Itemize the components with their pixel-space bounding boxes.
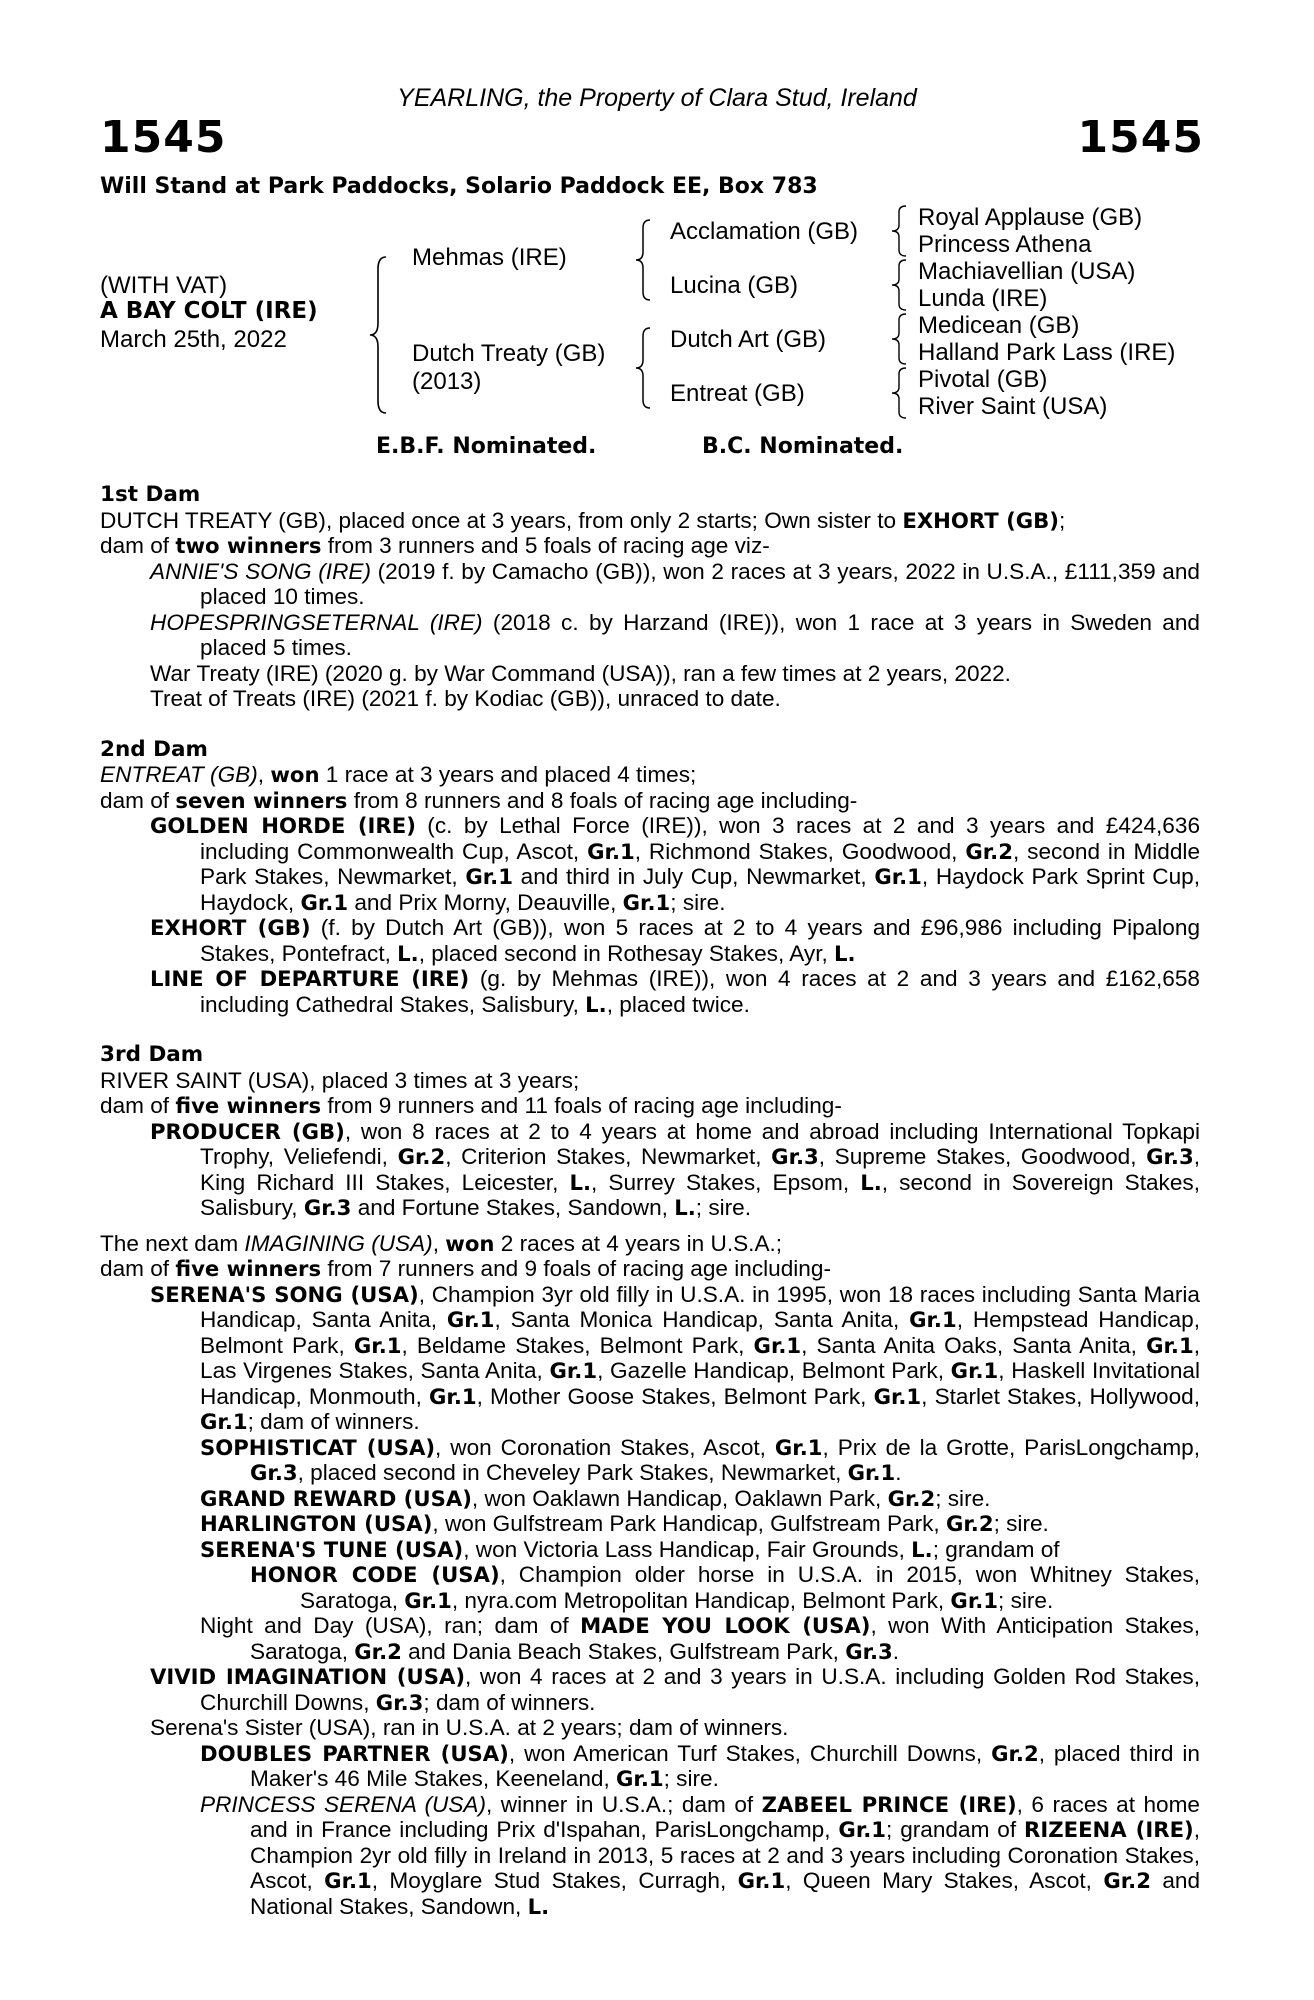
catalogue-header: YEARLING, the Property of Clara Stud, Ireland <box>397 84 917 112</box>
brace-gen3-2 <box>888 258 912 312</box>
first-dam-heading: 1st Dam <box>100 482 201 507</box>
pedigree-sdd: Lunda (IRE) <box>918 285 1048 312</box>
lot-number-left: 1545 <box>100 112 227 163</box>
brace-gen3-1 <box>888 204 912 258</box>
foaling-date: March 25th, 2022 <box>100 326 287 353</box>
pedigree-dam: Dutch Treaty (GB) <box>412 340 606 367</box>
list-item: VIVID IMAGINATION (USA), won 4 races at 2 and 3 years in U.S.A. including Golden Rod Stakes, Churchill Downs, Gr.3; dam of winners. <box>150 1664 1200 1715</box>
list-item: EXHORT (GB) (f. by Dutch Art (GB)), won 5 races at 2 to 4 years and £96,986 including Pipalong Stakes, Pontefract, L., placed second in Rothesay Stakes, Ayr, L. <box>150 915 1201 966</box>
pedigree-dam-dam: Entreat (GB) <box>670 380 805 407</box>
horse-name: A BAY COLT (IRE) <box>100 298 318 324</box>
stand-location: Will Stand at Park Paddocks, Solario Paddock EE, Box 783 <box>100 174 818 199</box>
pedigree-sss: Royal Applause (GB) <box>918 204 1143 231</box>
ebf-nominated: E.B.F. Nominated. <box>376 434 597 459</box>
list-item: War Treaty (IRE) (2020 g. by War Command (USA)), ran a few times at 2 years, 2022. <box>150 660 1011 686</box>
pedigree-dam-year: (2013) <box>412 368 482 395</box>
brace-gen3-4 <box>888 366 912 420</box>
pedigree-sire-dam: Lucina (GB) <box>670 272 799 299</box>
list-item: GRAND REWARD (USA), won Oaklawn Handicap, Oaklawn Park, Gr.2; sire. <box>200 1485 991 1511</box>
list-item: DOUBLES PARTNER (USA), won American Turf Stakes, Churchill Downs, Gr.2, placed third in Maker's 46 Mile Stakes, Keeneland, Gr.1; sire. <box>200 1740 1200 1791</box>
list-item: PRODUCER (GB), won 8 races at 2 to 4 years at home and abroad including International Topkapi Trophy, Veliefendi, Gr.2, Criterion Stakes, Newmarket, Gr.3, Supreme Stakes, Goodwood, Gr.3, King Richard III Stakes, Leicester, L., Surrey Stakes, Epsom, L., second in Sovereign Stakes, Salisbury, Gr.3 and Fortune Stakes, Sandown, L.; sire. <box>150 1118 1200 1220</box>
brace-gen1 <box>366 255 396 415</box>
pedigree-dds: Pivotal (GB) <box>918 366 1048 393</box>
list-item: Night and Day (USA), ran; dam of MADE YOU LOOK (USA), won With Anticipation Stakes, Saratoga, Gr.2 and Dania Beach Stakes, Gulfstream Park, Gr.3. <box>200 1613 1200 1664</box>
pedigree-dam-sire: Dutch Art (GB) <box>670 326 827 353</box>
next-dam-summary: The next dam IMAGINING (USA), won 2 races at 4 years in U.S.A.; dam of five winners from 7 runners and 9 foals of racing age including- <box>100 1230 831 1281</box>
third-dam-summary: RIVER SAINT (USA), placed 3 times at 3 years; dam of five winners from 9 runners and 11 foals of racing age including- <box>100 1067 842 1118</box>
pedigree-sire: Mehmas (IRE) <box>412 244 567 271</box>
lot-number-right: 1545 <box>1077 112 1204 163</box>
list-item: LINE OF DEPARTURE (IRE) (g. by Mehmas (IRE)), won 4 races at 2 and 3 years and £162,658 including Cathedral Stakes, Salisbury, L., placed twice. <box>150 966 1201 1017</box>
pedigree-dss: Medicean (GB) <box>918 312 1080 339</box>
brace-gen3-3 <box>888 312 912 366</box>
pedigree-dsd: Halland Park Lass (IRE) <box>918 339 1176 366</box>
brace-gen2-dam <box>632 326 658 410</box>
list-item: SERENA'S SONG (USA), Champion 3yr old filly in U.S.A. in 1995, won 18 races including Santa Maria Handicap, Santa Anita, Gr.1, Santa Monica Handicap, Santa Anita, Gr.1, Hempstead Handicap, Belmont Park, Gr.1, Beldame Stakes, Belmont Park, Gr.1, Santa Anita Oaks, Santa Anita, Gr.1, Las Virgenes Stakes, Santa Anita, Gr.1, Gazelle Handicap, Belmont Park, Gr.1, Haskell Invitational Handicap, Monmouth, Gr.1, Mother Goose Stakes, Belmont Park, Gr.1, Starlet Stakes, Hollywood, Gr.1; dam of winners. <box>150 1281 1200 1434</box>
pedigree-ssd: Princess Athena <box>918 231 1092 258</box>
list-item: SOPHISTICAT (USA), won Coronation Stakes, Ascot, Gr.1, Prix de la Grotte, ParisLongchamp, Gr.3, placed second in Cheveley Park Stakes, Newmarket, Gr.1. <box>200 1434 1201 1485</box>
brace-gen2-sire <box>632 218 658 302</box>
list-item: HARLINGTON (USA), won Gulfstream Park Handicap, Gulfstream Park, Gr.2; sire. <box>200 1511 1049 1536</box>
second-dam-summary: ENTREAT (GB), won 1 race at 3 years and placed 4 times; dam of seven winners from 8 runners and 8 foals of racing age including- <box>100 762 858 813</box>
third-dam-heading: 3rd Dam <box>100 1042 204 1067</box>
produce-record <box>100 482 1200 1919</box>
list-item: Treat of Treats (IRE) (2021 f. by Kodiac (GB)), unraced to date. <box>150 686 781 711</box>
pedigree-ddd: River Saint (USA) <box>918 393 1108 420</box>
second-dam-heading: 2nd Dam <box>100 736 208 762</box>
bc-nominated: B.C. Nominated. <box>702 434 904 459</box>
vat-note: (WITH VAT) <box>100 272 228 299</box>
list-item: ANNIE'S SONG (IRE) (2019 f. by Camacho (GB)), won 2 races at 3 years, 2022 in U.S.A., £111,359 and placed 10 times. <box>150 558 1200 609</box>
list-item: GOLDEN HORDE (IRE) (c. by Lethal Force (IRE)), won 3 races at 2 and 3 years and £424,636 including Commonwealth Cup, Ascot, Gr.1, Richmond Stakes, Goodwood, Gr.2, second in Middle Park Stakes, Newmarket, Gr.1 and third in July Cup, Newmarket, Gr.1, Haydock Park Sprint Cup, Haydock, Gr.1 and Prix Morny, Deauville, Gr.1; sire. <box>150 813 1201 915</box>
pedigree-sire-sire: Acclamation (GB) <box>670 218 859 245</box>
list-item: Serena's Sister (USA), ran in U.S.A. at 2 years; dam of winners. <box>150 1715 789 1740</box>
list-item: SERENA'S TUNE (USA), won Victoria Lass Handicap, Fair Grounds, L.; grandam of <box>200 1536 1060 1562</box>
first-dam-summary: DUTCH TREATY (GB), placed once at 3 years, from only 2 starts; Own sister to EXHORT (GB); dam of two winners from 3 runners and 5 foals of racing age viz- <box>100 507 1066 558</box>
list-item: PRINCESS SERENA (USA), winner in U.S.A.; dam of ZABEEL PRINCE (IRE), 6 races at home and in France including Prix d'Ispahan, ParisLongchamp, Gr.1; grandam of RIZEENA (IRE), Champion 2yr old filly in Ireland in 2013, 5 races at 2 and 3 years including Coronation Stakes, Ascot, Gr.1, Moyglare Stud Stakes, Curragh, Gr.1, Queen Mary Stakes, Ascot, Gr.2 and National Stakes, Sandown, L. <box>200 1791 1201 1919</box>
pedigree-sds: Machiavellian (USA) <box>918 258 1136 285</box>
list-item: HONOR CODE (USA), Champion older horse in U.S.A. in 2015, won Whitney Stakes, Saratoga, Gr.1, nyra.com Metropolitan Handicap, Belmont Park, Gr.1; sire. <box>250 1562 1201 1613</box>
list-item: HOPESPRINGSETERNAL (IRE) (2018 c. by Harzand (IRE)), won 1 race at 3 years in Sweden and placed 5 times. <box>150 609 1200 660</box>
